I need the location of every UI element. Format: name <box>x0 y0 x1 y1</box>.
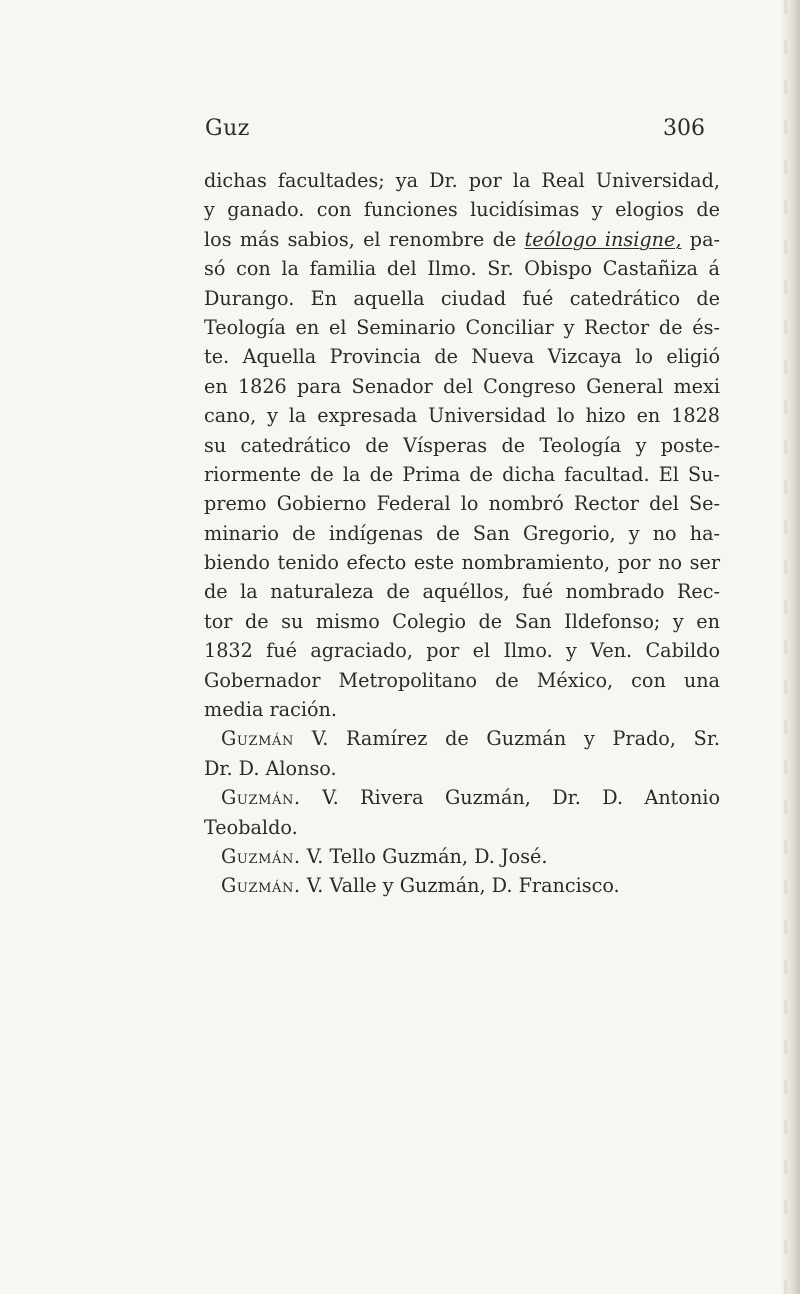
text-line: minario de indígenas de San Gregorio, y no ha- <box>204 521 720 545</box>
text-line: premo Gobierno Federal lo nombró Rector del Se- <box>204 492 720 516</box>
text-run: pa- <box>681 227 720 251</box>
cross-reference-entry <box>204 842 720 871</box>
entry-reference: V. Ramírez de Guzmán y Prado, Sr. <box>294 727 720 751</box>
text-line: su catedrático de Vísperas de Teología y poste- <box>204 433 720 457</box>
text-line: biendo tenido efecto este nombramiento, por no ser <box>204 551 720 575</box>
entry-headword: Guzmán <box>221 727 294 751</box>
page-edge <box>782 0 800 1294</box>
entry-line <box>204 842 720 871</box>
running-head <box>205 116 705 150</box>
text-line <box>204 225 720 254</box>
entry-line <box>204 783 720 812</box>
entry-headword: Guzmán. <box>221 844 301 868</box>
entry-headword: Guzmán. <box>221 874 301 898</box>
cross-reference-entry <box>204 724 720 783</box>
page-number: 306 <box>663 116 705 141</box>
text-line: media ración. <box>204 698 338 722</box>
entry-reference: V. Valle y Guzmán, D. Francisco. <box>300 874 620 898</box>
text-line: Teología en el Seminario Conciliar y Rector de és- <box>204 315 720 339</box>
text-line: 1832 fué agraciado, por el Ilmo. y Ven. Cabildo <box>204 639 720 663</box>
text-line: en 1826 para Senador del Congreso General mexi <box>204 374 720 398</box>
text-line: dichas facultades; ya Dr. por la Real Universidad, <box>204 169 720 192</box>
text-line: tor de su mismo Colegio de San Ildefonso; y en <box>204 609 720 633</box>
cross-reference-entry <box>204 783 720 842</box>
entry-reference: V. Tello Guzmán, D. José. <box>300 844 548 868</box>
entry-line <box>204 724 720 753</box>
entry-line: Teobaldo. <box>204 815 298 839</box>
entry-reference: V. Rivera Guzmán, Dr. D. Antonio <box>300 786 720 810</box>
text-line: Gobernador Metropolitano de México, con una <box>204 668 720 692</box>
text-line: de la naturaleza de aquéllos, fué nombrado Rec- <box>204 580 720 604</box>
entry-headword: Guzmán. <box>221 786 301 810</box>
text-line: Durango. En aquella ciudad fué catedrático de <box>204 286 720 310</box>
cross-reference-entry <box>204 871 720 900</box>
running-head-word: Guz <box>205 116 250 141</box>
entry-line <box>204 871 720 900</box>
italic-phrase: teólogo insigne, <box>524 227 682 251</box>
text-line: só con la familia del Ilmo. Sr. Obispo Castañiza á <box>204 257 720 281</box>
text-line: y ganado. con funciones lucidísimas y elogios de <box>204 198 720 222</box>
text-run: los más sabios, el renombre de <box>204 227 525 251</box>
text-line: riormente de la de Prima de dicha facultad. El Su- <box>204 462 720 486</box>
entry-line: Dr. D. Alonso. <box>204 756 337 780</box>
biography-paragraph <box>204 166 720 724</box>
text-line: te. Aquella Provincia de Nueva Vizcaya lo eligió <box>204 345 720 369</box>
text-line: cano, y la expresada Universidad lo hizo en 1828 <box>204 404 720 428</box>
body-text <box>204 166 720 901</box>
